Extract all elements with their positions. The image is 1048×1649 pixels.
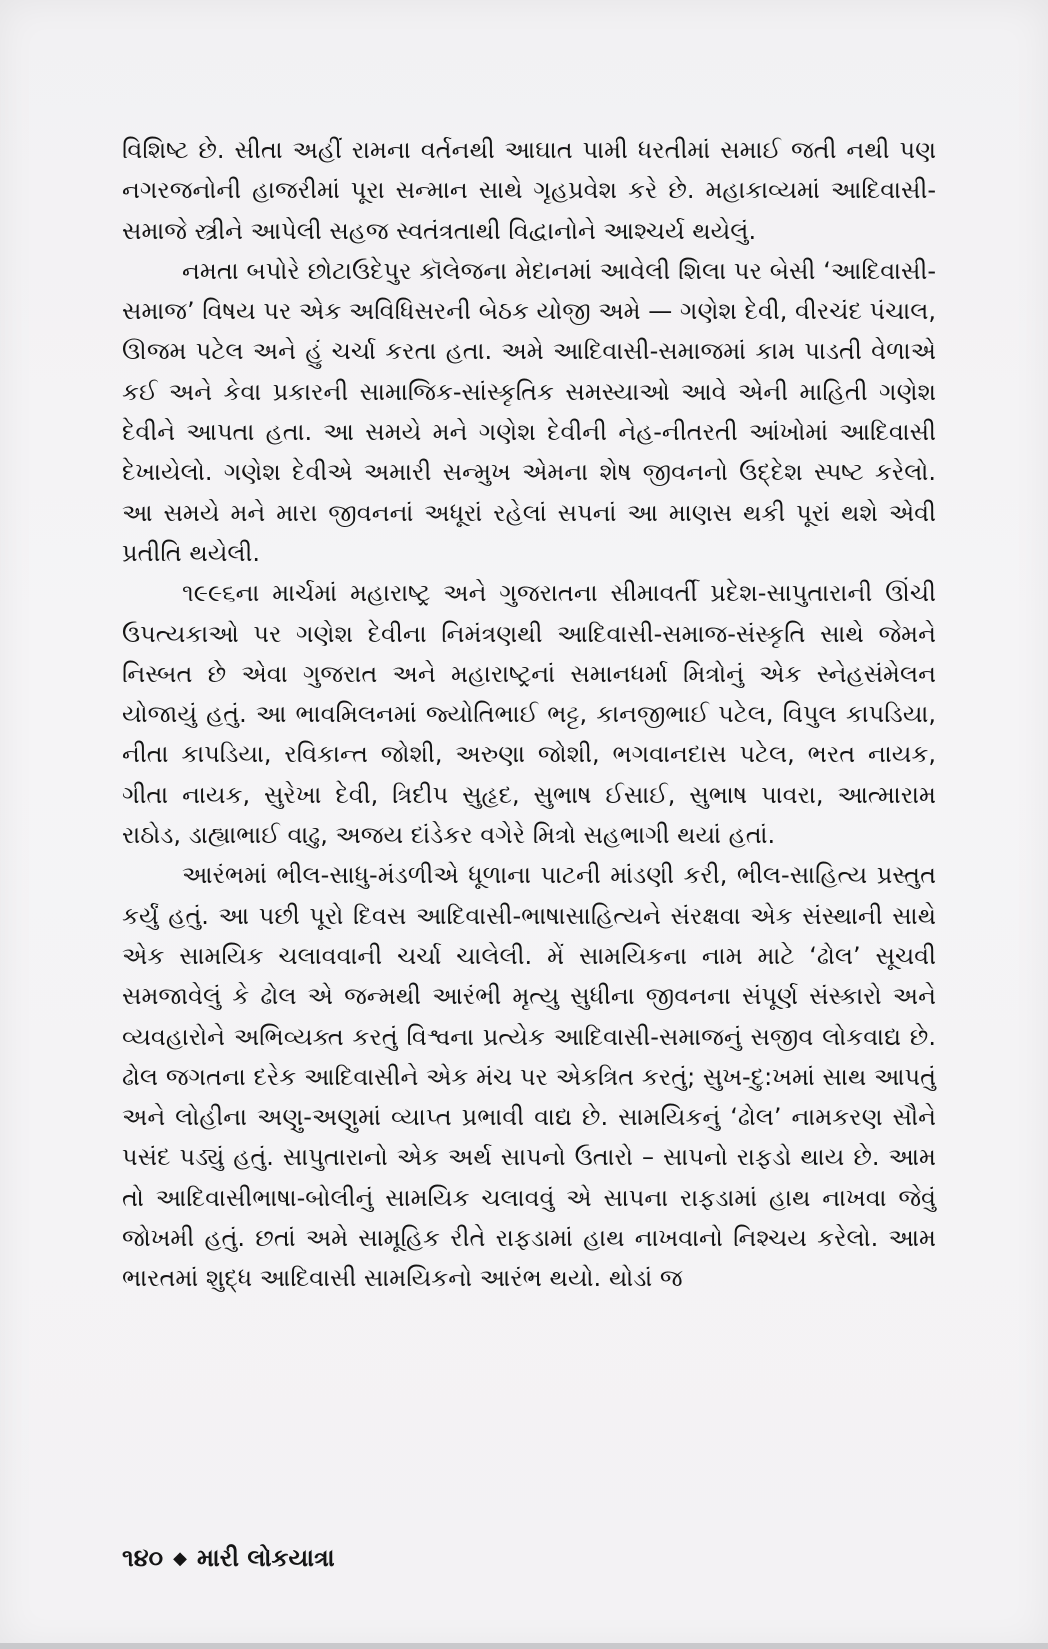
page-number: ૧૪૦: [122, 1544, 164, 1572]
page-bottom-edge: [0, 1643, 1048, 1649]
paragraph-4: આરંભમાં ભીલ-સાધુ-મંડળીએ ધૂળાના પાટની માંડણી કરી, ભીલ-સાહિત્ય પ્રસ્તુત કર્યું હતું. આ પછી પૂરો દિવસ આદિવાસી-ભાષાસાહિત્યને સંરક્ષવા એક સંસ્થાની સાથે એક સામયિક ચલાવવાની ચર્ચા ચાલેલી. મેં સામયિકના નામ માટે ‘ઢોલ’ સૂચવી સમજાવેલું કે ઢોલ એ જન્મથી આરંભી મૃત્યુ સુધીના જીવનના સંપૂર્ણ સંસ્કારો અને વ્યવહારોને અભિવ્યક્ત કરતું વિશ્વના પ્રત્યેક આદિવાસી-સમાજનું સજીવ લોકવાદ્ય છે. ઢોલ જગતના દરેક આદિવાસીને એક મંચ પર એકત્રિત કરતું; સુખ-દુ:ખમાં સાથ આપતું અને લોહીના અણુ-અણુમાં વ્યાપ્ત પ્રભાવી વાદ્ય છે. સામયિકનું ‘ઢોલ’ નામકરણ સૌને પસંદ પડ્યું હતું. સાપુતારાનો એક અર્થ સાપનો ઉતારો – સાપનો રાફડો થાય છે. આમ તો આદિવાસીભાષા-બોલીનું સામયિક ચલાવવું એ સાપના રાફડામાં હાથ નાખવા જેવું જોખમી હતું. છતાં અમે સામૂહિક રીતે રાફડામાં હાથ નાખવાનો નિશ્ચય કરેલો. આમ ભારતમાં શુદ્ધ આદિવાસી સામયિકનો આરંભ થયો. થોડાં જ: [122, 861, 936, 1293]
body-text: [122, 130, 936, 1299]
paragraph-2: નમતા બપોરે છોટાઉદેપુર કૉલેજના મેદાનમાં આવેલી શિલા પર બેસી ‘આદિવાસી-સમાજ’ વિષય પર એક અવિધિસરની બેઠક યોજી અમે — ગણેશ દેવી, વીરચંદ પંચાલ, ઊજમ પટેલ અને હું ચર્ચા કરતા હતા. અમે આદિવાસી-સમાજમાં કામ પાડતી વેળાએ કઈ અને કેવા પ્રકારની સામાજિક-સાંસ્કૃતિક સમસ્યાઓ આવે એની માહિતી ગણેશ દેવીને આપતા હતા. આ સમયે મને ગણેશ દેવીની નેહ-નીતરતી આંખોમાં આદિવાસી દેખાયેલો. ગણેશ દેવીએ અમારી સન્મુખ એમના શેષ જીવનનો ઉદ્દેશ સ્પષ્ટ કરેલો. આ સમયે મને મારા જીવનનાં અધૂરાં રહેલાં સપનાં આ માણસ થકી પૂરાં થશે એવી પ્રતીતિ થયેલી.: [122, 256, 936, 567]
paragraph-1: વિશિષ્ટ છે. સીતા અહીં રામના વર્તનથી આઘાત પામી ધરતીમાં સમાઈ જતી નથી પણ નગરજનોની હાજરીમાં પૂરા સન્માન સાથે ગૃહપ્રવેશ કરે છે. મહાકાવ્યમાં આદિવાસી-સમાજે સ્ત્રીને આપેલી સહજ સ્વતંત્રતાથી વિદ્વાનોને આશ્ચર્ય થયેલું.: [122, 136, 936, 245]
paragraph-3: ૧૯૯૬ના માર્ચમાં મહારાષ્ટ્ર અને ગુજરાતના સીમાવર્તી પ્રદેશ-સાપુતારાની ઊંચી ઉપત્યકાઓ પર ગણેશ દેવીના નિમંત્રણથી આદિવાસી-સમાજ-સંસ્કૃતિ સાથે જેમને નિસ્બત છે એવા ગુજરાત અને મહારાષ્ટ્રનાં સમાનધર્મા મિત્રોનું એક સ્નેહસંમેલન યોજાયું હતું. આ ભાવમિલનમાં જ્યોતિભાઈ ભટ્ટ, કાનજીભાઈ પટેલ, વિપુલ કાપડિયા, નીતા કાપડિયા, રવિકાન્ત જોશી, અરુણા જોશી, ભગવાનદાસ પટેલ, ભરત નાયક, ગીતા નાયક, સુરેખા દેવી, ત્રિદીપ સુહૃદ, સુભાષ ઈસાઈ, સુભાષ પાવરા, આત્મારામ રાઠોડ, ડાહ્યાભાઈ વાઢુ, અજય દાંડેકર વગેરે મિત્રો સહભાગી થયાં હતાં.: [122, 579, 936, 850]
book-title: મારી લોકયાત્રા: [196, 1544, 335, 1572]
page-footer: [122, 1544, 335, 1572]
diamond-separator-icon: ◆: [173, 1548, 187, 1569]
